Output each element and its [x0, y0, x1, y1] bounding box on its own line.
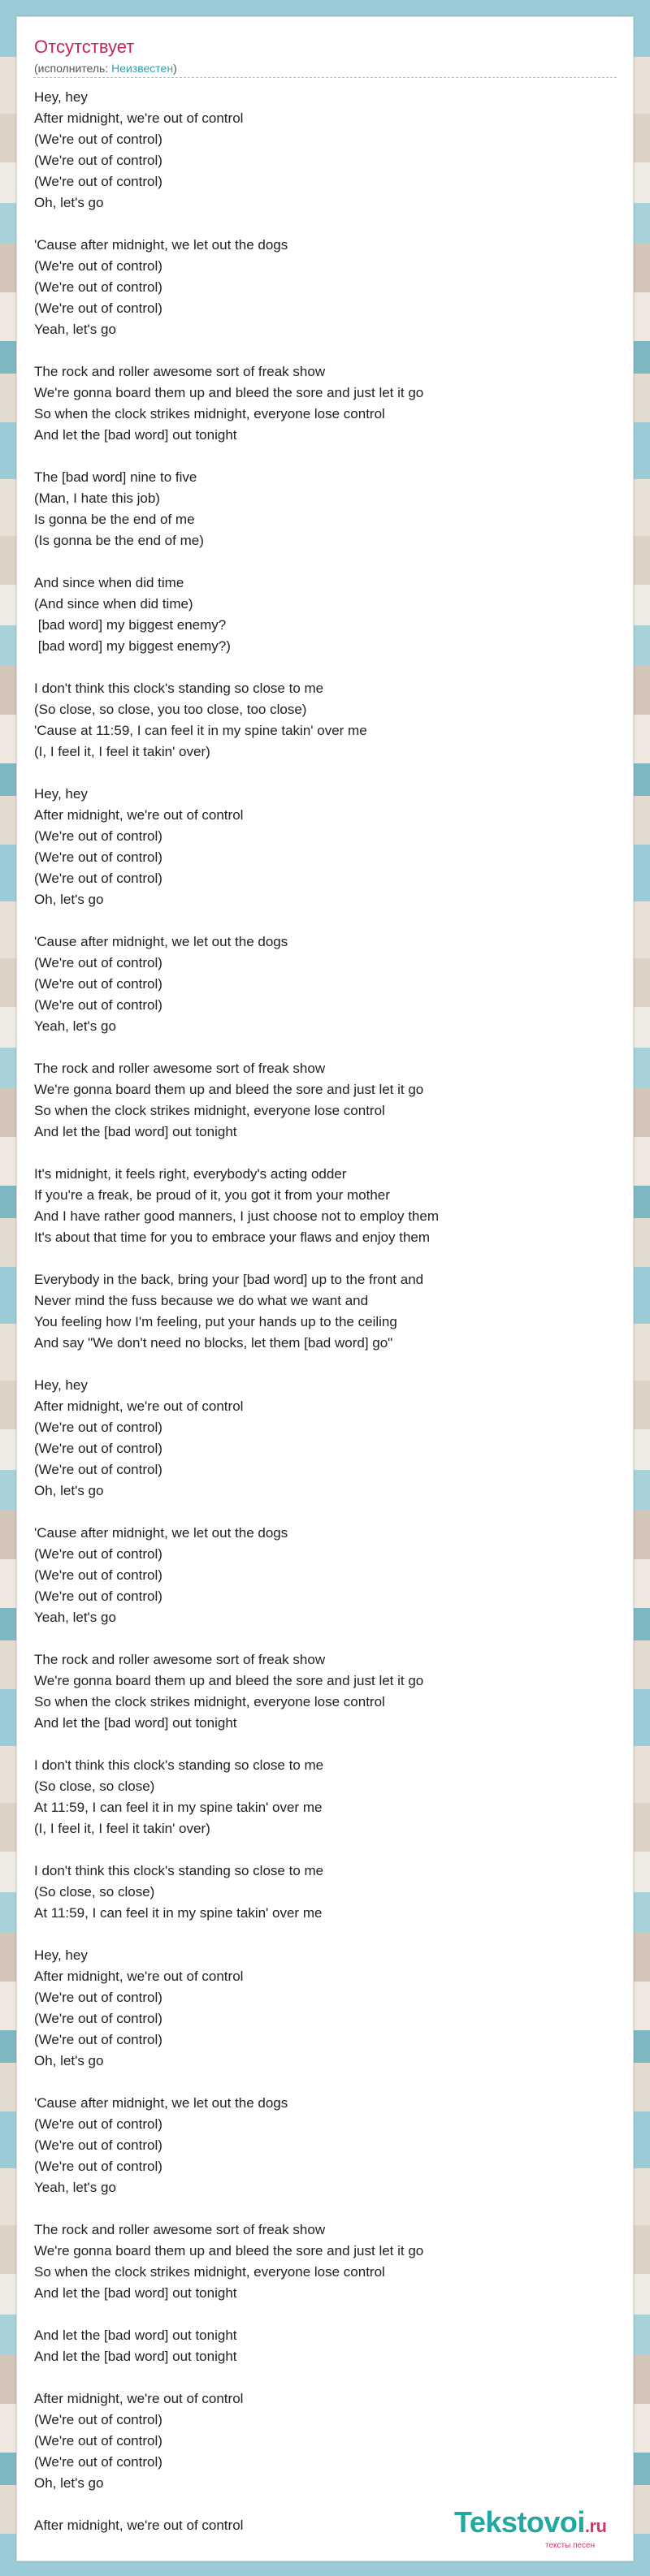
lyrics-line: 'Cause after midnight, we let out the dogs	[34, 2095, 288, 2111]
lyrics-line: After midnight, we're out of control	[34, 2518, 244, 2533]
lyrics-line: Oh, let's go	[34, 892, 104, 907]
logo-tld: .ru	[584, 2516, 607, 2536]
lyrics-line: Hey, hey	[34, 1377, 88, 1393]
lyrics-line: Yeah, let's go	[34, 2180, 116, 2195]
lyrics-line: (Is gonna be the end of me)	[34, 533, 204, 548]
lyrics-line: (We're out of control)	[34, 2137, 162, 2153]
lyrics-line: Never mind the fuss because we do what we want and	[34, 1293, 369, 1308]
lyrics-line: And let the [bad word] out tonight	[34, 1715, 237, 1731]
lyrics-stanza	[34, 87, 439, 214]
lyrics-line: After midnight, we're out of control	[34, 807, 244, 823]
lyrics-line: And I have rather good manners, I just choose not to employ them	[34, 1208, 440, 1224]
lyrics-line: (We're out of control)	[34, 1441, 162, 1456]
artist-link[interactable]: Неизвестен	[111, 62, 174, 75]
lyrics-line: And say "We don't need no blocks, let them [bad word] go"	[34, 1335, 393, 1351]
lyrics-line: (We're out of control)	[34, 955, 162, 970]
lyrics-line: The rock and roller awesome sort of freak show	[34, 1652, 326, 1667]
lyrics-line: Hey, hey	[34, 89, 88, 105]
lyrics-stanza	[34, 235, 439, 340]
lyrics-line: [bad word] my biggest enemy?)	[34, 638, 231, 654]
lyrics-line: (We're out of control)	[34, 976, 162, 992]
lyrics-line: (We're out of control)	[34, 828, 162, 844]
lyrics-line: Yeah, let's go	[34, 322, 116, 337]
lyrics-line: Hey, hey	[34, 786, 88, 802]
logo-main-text: Tekstovoi	[454, 2505, 585, 2539]
artist-suffix: )	[173, 62, 177, 75]
lyrics-line: At 11:59, I can feel it in my spine takin' over me	[34, 1800, 323, 1815]
lyrics-line: Oh, let's go	[34, 2475, 104, 2491]
lyrics-line: So when the clock strikes midnight, everyone lose control	[34, 406, 385, 421]
site-logo[interactable]	[454, 2505, 625, 2551]
lyrics-line: I don't think this clock's standing so close to me	[34, 1863, 324, 1878]
lyrics-line: After midnight, we're out of control	[34, 1398, 244, 1414]
lyrics-line: At 11:59, I can feel it in my spine takin' over me	[34, 1905, 323, 1921]
lyrics-line: The [bad word] nine to five	[34, 469, 197, 485]
lyrics-line: (So close, so close)	[34, 1779, 155, 1794]
lyrics-line: Oh, let's go	[34, 1483, 104, 1498]
lyrics-line: The rock and roller awesome sort of freak show	[34, 2222, 326, 2237]
lyrics-line: The rock and roller awesome sort of freak show	[34, 364, 326, 379]
lyrics-line: (And since when did time)	[34, 596, 193, 612]
lyrics-line: It's midnight, it feels right, everybody's acting odder	[34, 1166, 347, 1182]
lyrics-line: If you're a freak, be proud of it, you got it from your mother	[34, 1187, 390, 1203]
lyrics-line: 'Cause after midnight, we let out the dogs	[34, 1525, 288, 1541]
lyrics-line: And let the [bad word] out tonight	[34, 2327, 237, 2343]
lyrics-line: The rock and roller awesome sort of freak show	[34, 1061, 326, 1076]
lyrics-line: So when the clock strikes midnight, everyone lose control	[34, 1694, 385, 1709]
lyrics-line: (So close, so close)	[34, 1884, 155, 1900]
lyrics-card	[16, 16, 634, 2561]
lyrics-line: After midnight, we're out of control	[34, 1969, 244, 1984]
lyrics-line: (We're out of control)	[34, 2433, 162, 2448]
lyrics-line: (We're out of control)	[34, 279, 162, 295]
lyrics-line: So when the clock strikes midnight, everyone lose control	[34, 1103, 385, 1118]
lyrics-stanza	[34, 931, 439, 1037]
logo-wordmark	[454, 2505, 607, 2539]
lyrics-line: (We're out of control)	[34, 871, 162, 886]
lyrics-line: (So close, so close, you too close, too close)	[34, 702, 307, 717]
lyrics-line: (We're out of control)	[34, 2032, 162, 2047]
logo-tagline: тексты песен	[545, 2541, 596, 2550]
lyrics-line: Yeah, let's go	[34, 1610, 116, 1625]
lyrics-line: Hey, hey	[34, 1947, 88, 1963]
lyrics-stanza	[34, 361, 439, 446]
lyrics-stanza	[34, 2388, 439, 2494]
lyrics-line: (We're out of control)	[34, 258, 162, 274]
lyrics-line: After midnight, we're out of control	[34, 110, 244, 126]
lyrics-stanza	[34, 2515, 439, 2536]
lyrics-line: (We're out of control)	[34, 2011, 162, 2026]
lyrics-stanza	[34, 573, 439, 657]
lyrics-stanza	[34, 2219, 439, 2304]
lyrics-line: We're gonna board them up and bleed the sore and just let it go	[34, 1082, 424, 1097]
lyrics-stanza	[34, 1269, 439, 1354]
lyrics-line: (We're out of control)	[34, 132, 162, 147]
lyrics-line: I don't think this clock's standing so close to me	[34, 681, 324, 696]
lyrics-line: [bad word] my biggest enemy?	[34, 617, 227, 633]
lyrics-stanza	[34, 784, 439, 910]
artist-line	[34, 62, 177, 75]
lyrics-line: It's about that time for you to embrace your flaws and enjoy them	[34, 1230, 431, 1245]
lyrics-line: (We're out of control)	[34, 2454, 162, 2470]
lyrics-line: (We're out of control)	[34, 2159, 162, 2174]
lyrics-line: (We're out of control)	[34, 174, 162, 189]
lyrics-stanza	[34, 1164, 439, 1248]
lyrics-stanza	[34, 678, 439, 763]
lyrics-stanza	[34, 2325, 439, 2367]
lyrics-line: (We're out of control)	[34, 2412, 162, 2427]
lyrics-line: (We're out of control)	[34, 849, 162, 865]
lyrics-line: (We're out of control)	[34, 1567, 162, 1583]
lyrics-stanza	[34, 1945, 439, 2072]
lyrics-line: (We're out of control)	[34, 1546, 162, 1562]
lyrics-stanza	[34, 1755, 439, 1839]
lyrics-line: 'Cause at 11:59, I can feel it in my spine takin' over me	[34, 723, 367, 738]
lyrics-stanza	[34, 1375, 439, 1502]
lyrics-stanza	[34, 467, 439, 551]
lyrics-line: We're gonna board them up and bleed the sore and just let it go	[34, 385, 424, 400]
lyrics-line: (We're out of control)	[34, 2116, 162, 2132]
lyrics-stanza	[34, 2093, 439, 2198]
lyrics-line: And let the [bad word] out tonight	[34, 2349, 237, 2364]
lyrics-line: (We're out of control)	[34, 1990, 162, 2005]
lyrics-line: Yeah, let's go	[34, 1018, 116, 1034]
lyrics-line: I don't think this clock's standing so close to me	[34, 1757, 324, 1773]
lyrics-line: After midnight, we're out of control	[34, 2391, 244, 2406]
lyrics-line: (Man, I hate this job)	[34, 491, 160, 506]
lyrics-line: Everybody in the back, bring your [bad word] up to the front and	[34, 1272, 424, 1287]
title-divider	[33, 77, 617, 78]
lyrics-line: And let the [bad word] out tonight	[34, 427, 237, 443]
lyrics-line: And let the [bad word] out tonight	[34, 2285, 237, 2301]
lyrics-line: (We're out of control)	[34, 1462, 162, 1477]
artist-prefix: (исполнитель:	[34, 62, 112, 75]
lyrics-stanza	[34, 1523, 439, 1628]
lyrics-line: So when the clock strikes midnight, everyone lose control	[34, 2264, 385, 2280]
lyrics-text	[34, 87, 439, 2557]
lyrics-line: 'Cause after midnight, we let out the dogs	[34, 934, 288, 949]
lyrics-line: We're gonna board them up and bleed the sore and just let it go	[34, 2243, 424, 2258]
lyrics-line: You feeling how I'm feeling, put your hands up to the ceiling	[34, 1314, 397, 1329]
lyrics-line: 'Cause after midnight, we let out the dogs	[34, 237, 288, 253]
lyrics-line: (I, I feel it, I feel it takin' over)	[34, 1821, 210, 1836]
lyrics-line: (We're out of control)	[34, 997, 162, 1013]
lyrics-line: We're gonna board them up and bleed the sore and just let it go	[34, 1673, 424, 1688]
lyrics-stanza	[34, 1649, 439, 1734]
lyrics-line: And since when did time	[34, 575, 184, 590]
lyrics-line: Oh, let's go	[34, 2053, 104, 2068]
lyrics-line: (We're out of control)	[34, 153, 162, 168]
lyrics-line: (We're out of control)	[34, 1420, 162, 1435]
lyrics-line: And let the [bad word] out tonight	[34, 1124, 237, 1139]
lyrics-stanza	[34, 1861, 439, 1924]
song-title: Отсутствует	[34, 37, 135, 57]
lyrics-stanza	[34, 1058, 439, 1143]
lyrics-line: (We're out of control)	[34, 300, 162, 316]
lyrics-line: Oh, let's go	[34, 195, 104, 210]
lyrics-line: (We're out of control)	[34, 1588, 162, 1604]
lyrics-line: (I, I feel it, I feel it takin' over)	[34, 744, 210, 759]
lyrics-line: Is gonna be the end of me	[34, 512, 195, 527]
